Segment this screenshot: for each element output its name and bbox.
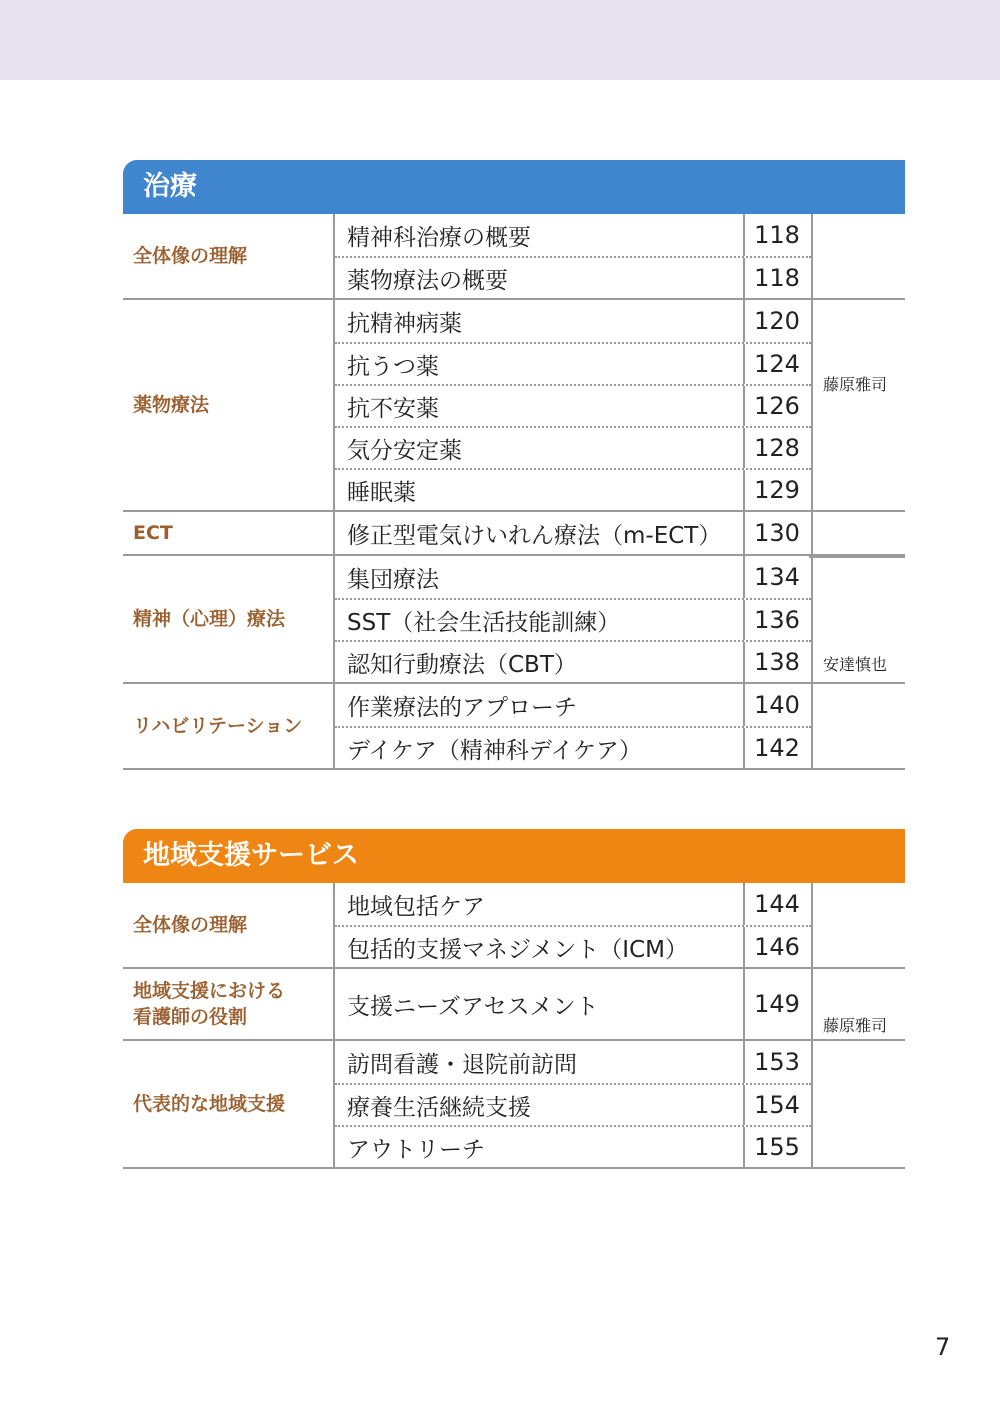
topic-group: [123, 512, 905, 556]
page-ref: 136: [743, 600, 809, 640]
group-label: リハビリテーション: [133, 715, 303, 737]
toc-row[interactable]: [335, 640, 811, 682]
topic-group: [123, 684, 905, 770]
toc-row[interactable]: [335, 426, 811, 468]
page-number: 7: [935, 1333, 951, 1361]
topic-title: 薬物療法の概要: [347, 267, 508, 294]
group-label: 地域支援における 看護師の役割: [133, 980, 286, 1028]
toc-row[interactable]: [335, 214, 811, 256]
topic-title: 包括的支援マネジメント（ICM）: [347, 936, 688, 963]
section-header: [123, 160, 905, 214]
page-ref: 118: [743, 258, 809, 298]
page-ref: 140: [743, 684, 809, 726]
section-title: 治療: [143, 171, 197, 202]
author-name: 安達慎也: [823, 655, 888, 674]
topic-title: 作業療法的アプローチ: [347, 694, 577, 721]
topic-group: [123, 300, 905, 512]
toc-row[interactable]: [335, 925, 811, 967]
toc-row[interactable]: [335, 1083, 811, 1125]
toc-row[interactable]: [335, 256, 811, 298]
toc-row[interactable]: [335, 468, 811, 510]
page-ref: 129: [743, 470, 809, 510]
author-divider: [809, 556, 905, 558]
topic-title: 気分安定薬: [347, 437, 462, 464]
topic-title: 療養生活継続支援: [347, 1094, 531, 1121]
topic-title: 睡眠薬: [347, 479, 416, 506]
toc-row[interactable]: [335, 598, 811, 640]
page-ref: 120: [743, 300, 809, 342]
toc-row[interactable]: [335, 684, 811, 726]
page-ref: 128: [743, 428, 809, 468]
top-color-band: [0, 0, 1000, 80]
page-ref: 138: [743, 642, 809, 682]
toc-row[interactable]: [335, 1041, 811, 1083]
page-ref: 146: [743, 927, 809, 967]
page-ref: 149: [743, 969, 809, 1039]
toc-row[interactable]: [335, 556, 811, 598]
author-name: 藤原雅司: [823, 375, 888, 394]
topic-title: 地域包括ケア: [347, 893, 485, 920]
page-ref: 155: [743, 1127, 809, 1167]
toc-row[interactable]: [335, 300, 811, 342]
topic-title: SST（社会生活技能訓練）: [347, 609, 621, 636]
topic-group: [123, 556, 905, 684]
page-ref: 142: [743, 728, 809, 768]
group-label: 全体像の理解: [133, 914, 248, 936]
page-ref: 126: [743, 386, 809, 426]
group-label: 精神（心理）療法: [133, 608, 286, 630]
page-ref: 144: [743, 883, 809, 925]
toc-row[interactable]: [335, 512, 811, 554]
section-body: [123, 883, 905, 1169]
page-ref: 134: [743, 556, 809, 598]
group-label: ECT: [133, 522, 173, 544]
toc-row[interactable]: [335, 342, 811, 384]
section-treatment: [123, 160, 905, 770]
topic-title: 支援ニーズアセスメント: [347, 993, 599, 1020]
topic-title: 修正型電気けいれん療法（m-ECT）: [347, 522, 722, 549]
toc-row[interactable]: [335, 883, 811, 925]
page-ref: 118: [743, 214, 809, 256]
topic-title: 集団療法: [347, 566, 439, 593]
topic-group: [123, 969, 905, 1041]
topic-title: 抗精神病薬: [347, 310, 462, 337]
page-ref: 153: [743, 1041, 809, 1083]
page-ref: 130: [743, 512, 809, 554]
topic-title: デイケア（精神科デイケア）: [347, 737, 642, 764]
section-title: 地域支援サービス: [143, 840, 359, 871]
topic-group: [123, 883, 905, 969]
section-community-support: [123, 829, 905, 1169]
group-label: 薬物療法: [133, 394, 210, 416]
group-label: 全体像の理解: [133, 245, 248, 267]
topic-title: 精神科治療の概要: [347, 224, 531, 251]
topic-title: 抗うつ薬: [347, 353, 439, 380]
toc-row[interactable]: [335, 726, 811, 768]
toc-row[interactable]: [335, 1125, 811, 1167]
topic-group: [123, 214, 905, 300]
author-name: 藤原雅司: [823, 1016, 888, 1035]
section-body: [123, 214, 905, 770]
toc-row[interactable]: [335, 384, 811, 426]
group-label: 代表的な地域支援: [133, 1093, 286, 1115]
toc-row[interactable]: [335, 969, 811, 1039]
topic-group: [123, 1041, 905, 1169]
topic-title: 認知行動療法（CBT）: [347, 651, 577, 678]
page-ref: 124: [743, 344, 809, 384]
topic-title: アウトリーチ: [347, 1136, 485, 1163]
page-ref: 154: [743, 1085, 809, 1125]
section-header: [123, 829, 905, 883]
topic-title: 訪問看護・退院前訪問: [347, 1051, 577, 1078]
topic-title: 抗不安薬: [347, 395, 439, 422]
